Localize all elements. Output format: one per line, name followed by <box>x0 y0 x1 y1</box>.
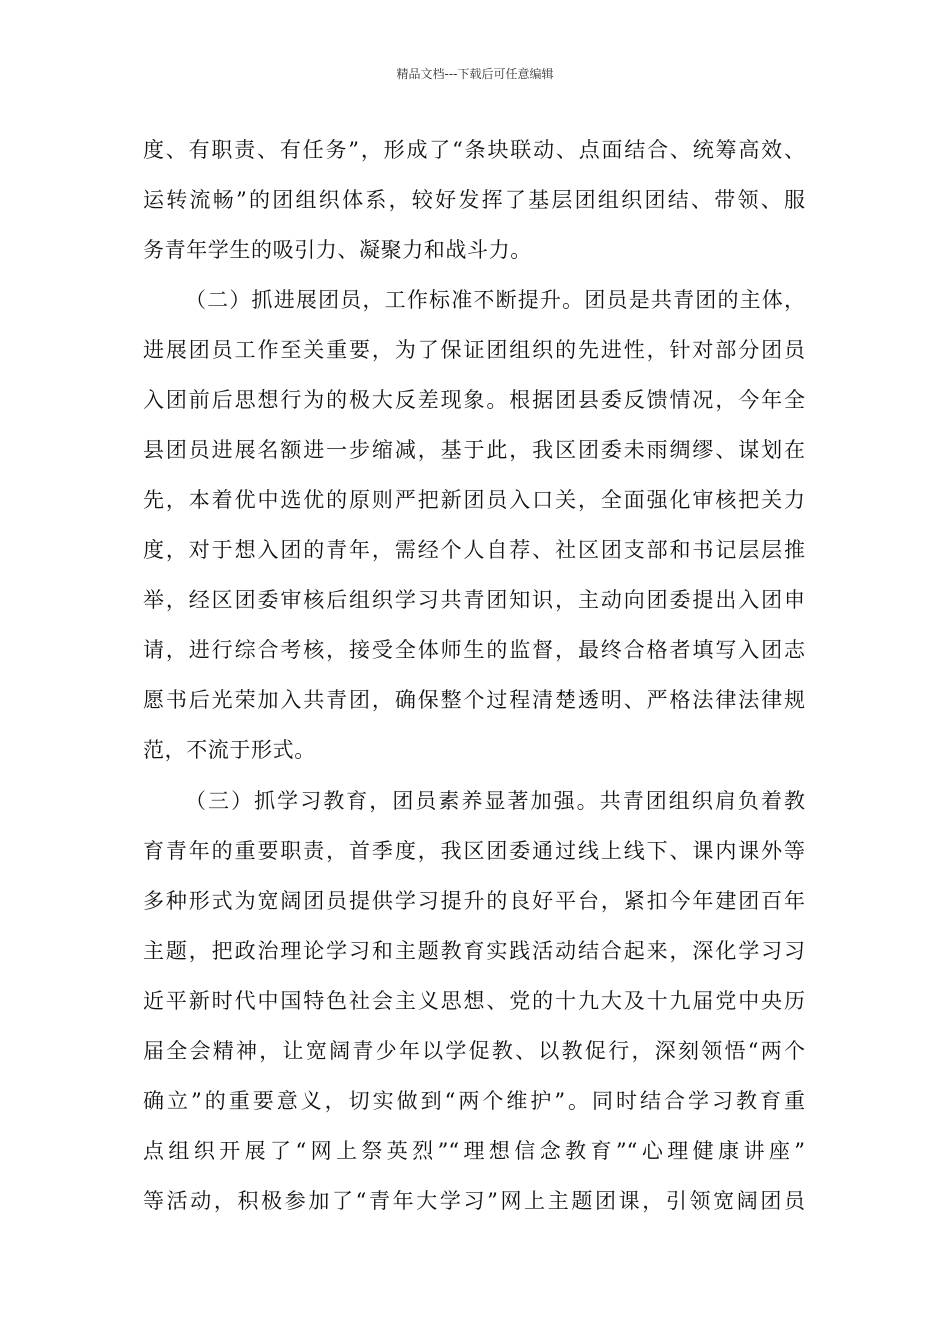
text-line: 点组织开展了“网上祭英烈”“理想信念教育”“心理健康讲座” <box>143 1139 805 1163</box>
page-header: 精品文档---下载后可任意编辑 <box>396 67 554 81</box>
text-line: 度、有职责、有任务”，形成了“条块联动、点面结合、统筹高效、 <box>143 138 805 162</box>
text-line: 届全会精神，让宽阔青少年以学促教、以教促行，深刻领悟“两个 <box>143 1039 805 1063</box>
text-line: 入团前后思想行为的极大反差现象。根据团县委反馈情况，今年全 <box>143 388 805 412</box>
text-line: 举，经区团委审核后组织学习共青团知识，主动向团委提出入团申 <box>143 588 805 612</box>
text-line: 愿书后光荣加入共青团，确保整个过程清楚透明、严格法律法律规 <box>143 688 805 712</box>
text-line: 主题，把政治理论学习和主题教育实践活动结合起来，深化学习习 <box>143 939 805 963</box>
text-line: 多种形式为宽阔团员提供学习提升的良好平台，紧扣今年建团百年 <box>143 889 805 913</box>
text-line: 范，不流于形式。 <box>143 738 316 762</box>
text-line: 度，对于想入团的青年，需经个人自荐、社区团支部和书记层层推 <box>143 538 805 562</box>
text-line: 请，进行综合考核，接受全体师生的监督，最终合格者填写入团志 <box>143 638 805 662</box>
text-line: （二）抓进展团员，工作标准不断提升。团员是共青团的主体， <box>185 288 805 312</box>
text-line: 先，本着优中选优的原则严把新团员入口关，全面强化审核把关力 <box>143 488 805 512</box>
text-line: 近平新时代中国特色社会主义思想、党的十九大及十九届党中央历 <box>143 989 805 1013</box>
text-line: 运转流畅”的团组织体系，较好发挥了基层团组织团结、带领、服 <box>143 188 805 212</box>
text-line: 等活动，积极参加了“青年大学习”网上主题团课，引领宽阔团员 <box>143 1189 805 1213</box>
text-line: 确立”的重要意义，切实做到“两个维护”。同时结合学习教育重 <box>143 1089 805 1113</box>
text-line: 进展团员工作至关重要，为了保证团组织的先进性，针对部分团员 <box>143 338 805 362</box>
text-line: 育青年的重要职责，首季度，我区团委通过线上线下、课内课外等 <box>143 839 805 863</box>
text-line: （三）抓学习教育，团员素养显著加强。共青团组织肩负着教 <box>185 789 805 813</box>
text-line: 县团员进展名额进一步缩减，基于此，我区团委未雨绸缪、谋划在 <box>143 438 805 462</box>
text-line: 务青年学生的吸引力、凝聚力和战斗力。 <box>143 238 532 262</box>
